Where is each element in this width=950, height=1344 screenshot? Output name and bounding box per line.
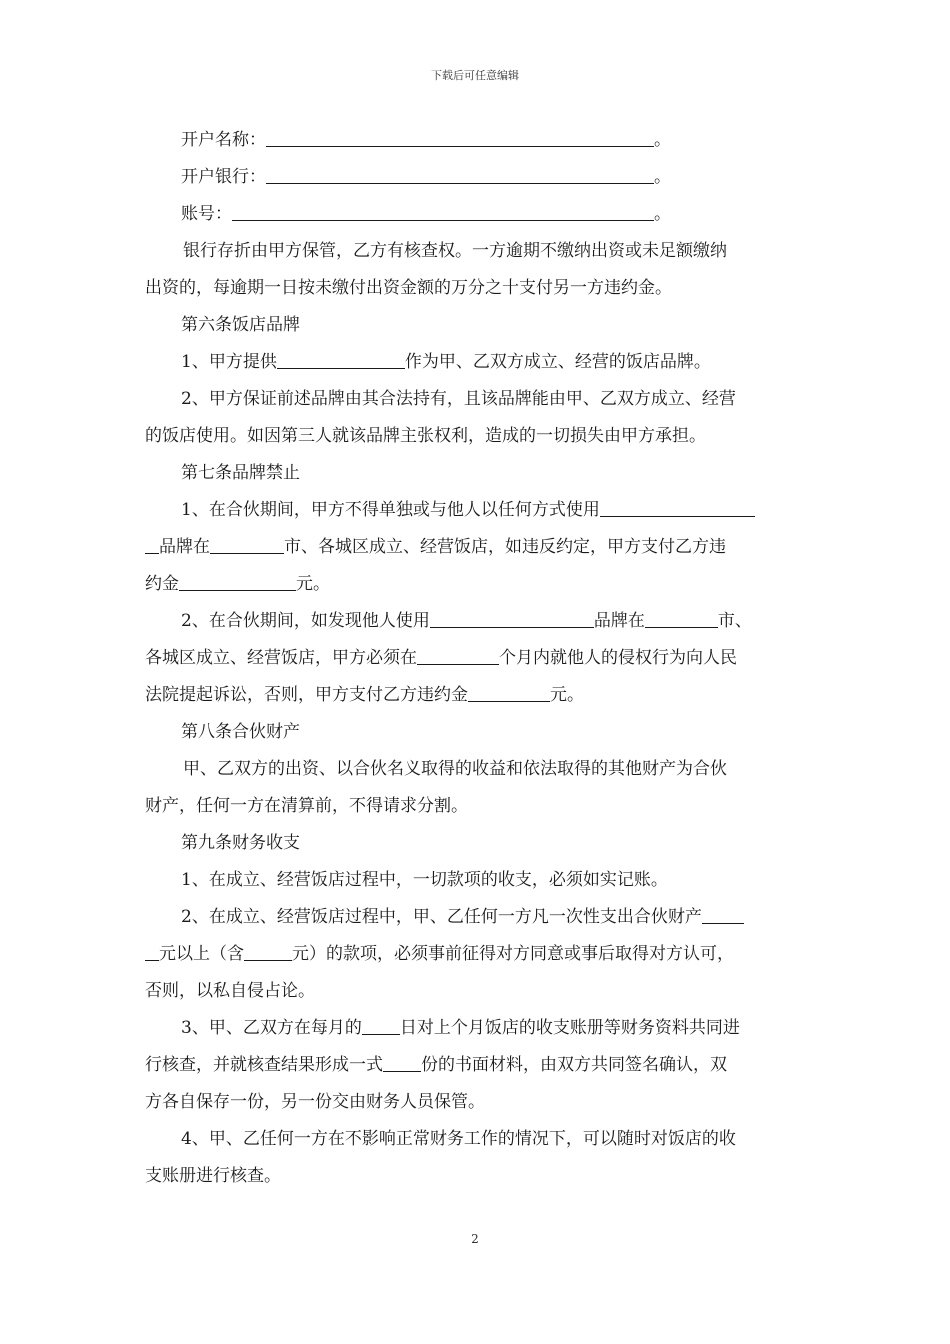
paragraph-line — [145, 677, 809, 714]
brand-blank — [430, 613, 594, 628]
section-heading: 第六条饭店品牌 — [181, 315, 300, 335]
city-blank — [210, 539, 284, 554]
paragraph-line: 否则，以私自侵占论。 — [145, 981, 315, 1001]
amount-blank — [145, 946, 159, 961]
document-body — [145, 122, 809, 1195]
paragraph-line: 2、甲方保证前述品牌由其合法持有，且该品牌能由甲、乙双方成立、经营 — [181, 389, 736, 409]
account-name-label: 开户名称： — [181, 130, 266, 150]
brand-blank — [145, 539, 159, 554]
account-number-blank — [232, 206, 654, 221]
text-segment: 各城区成立、经营饭店，甲方必须在 — [145, 648, 417, 668]
paragraph-line — [145, 492, 809, 529]
paragraph-line — [145, 1047, 809, 1084]
text-segment: 行核查，并就核查结果形成一式 — [145, 1055, 383, 1075]
brand-blank — [277, 354, 405, 369]
paragraph-line: 4、甲、乙任何一方在不影响正常财务工作的情况下，可以随时对饭店的收 — [181, 1129, 736, 1149]
text-segment: 元。 — [296, 574, 330, 594]
paragraph-line — [145, 603, 809, 640]
text-segment: 品牌在 — [593, 611, 645, 631]
account-name-blank — [266, 132, 654, 147]
paragraph-line — [145, 936, 809, 973]
page-number: 2 — [471, 1232, 479, 1246]
text-segment: 约金 — [145, 574, 179, 594]
text-segment: 元）的款项，必须事前征得对方同意或事后取得对方认可， — [292, 944, 734, 964]
text-segment: 日对上个月饭店的收支账册等财务资料共同进 — [399, 1018, 740, 1038]
account-number-line — [145, 196, 809, 233]
paragraph-line: 1、在成立、经营饭店过程中，一切款项的收支，必须如实记账。 — [181, 870, 668, 890]
text-segment: 元以上（含 — [159, 944, 244, 964]
period: 。 — [654, 167, 671, 187]
paragraph-line — [145, 566, 809, 603]
paragraph-line: 的饭店使用。如因第三人就该品牌主张权利，造成的一切损失由甲方承担。 — [145, 426, 706, 446]
amount-blank — [244, 946, 292, 961]
paragraph-line — [145, 344, 809, 381]
text-segment: 2、在成立、经营饭店过程中，甲、乙任何一方凡一次性支出合伙财产 — [181, 907, 702, 927]
section-heading: 第七条品牌禁止 — [181, 463, 300, 483]
amount-blank — [468, 687, 550, 702]
brand-blank — [600, 502, 755, 517]
paragraph-line — [145, 529, 809, 566]
months-blank — [417, 650, 499, 665]
text-segment: 法院提起诉讼，否则，甲方支付乙方违约金 — [145, 685, 468, 705]
text-segment: 2、在合伙期间，如发现他人使用 — [181, 611, 430, 631]
paragraph-line: 银行存折由甲方保管，乙方有核查权。一方逾期不缴纳出资或未足额缴纳 — [183, 241, 727, 261]
section-heading: 第八条合伙财产 — [181, 722, 300, 742]
text-segment: 份的书面材料，由双方共同签名确认，双 — [421, 1055, 727, 1075]
account-name-line — [145, 122, 809, 159]
period: 。 — [654, 130, 671, 150]
text-segment: 市、 — [717, 611, 752, 631]
amount-blank — [702, 909, 744, 924]
text-segment: 1、甲方提供 — [181, 352, 277, 372]
section-heading: 第九条财务收支 — [181, 833, 300, 853]
paragraph-line: 出资的，每逾期一日按未缴付出资金额的万分之十支付另一方违约金。 — [145, 278, 672, 298]
text-segment: 元。 — [550, 685, 584, 705]
paragraph-line: 方各自保存一份，另一份交由财务人员保管。 — [145, 1092, 485, 1112]
text-segment: 作为甲、乙双方成立、经营的饭店品牌。 — [404, 352, 711, 372]
bank-blank — [266, 169, 654, 184]
account-number-label: 账号： — [181, 204, 232, 224]
city-blank — [645, 613, 718, 628]
amount-blank — [179, 576, 296, 591]
period: 。 — [654, 204, 671, 224]
page-header: 下载后可任意编辑 — [431, 69, 519, 82]
paragraph-line — [145, 899, 809, 936]
bank-line — [145, 159, 809, 196]
paragraph-line: 甲、乙双方的出资、以合伙名义取得的收益和依法取得的其他财产为合伙 — [183, 759, 727, 779]
paragraph-line: 支账册进行核查。 — [145, 1166, 281, 1186]
paragraph-line: 财产，任何一方在清算前，不得请求分割。 — [145, 796, 468, 816]
paragraph-line — [145, 1010, 809, 1047]
text-segment: 市、各城区成立、经营饭店，如违反约定，甲方支付乙方违 — [284, 537, 726, 557]
text-segment: 3、甲、乙双方在每月的 — [181, 1018, 362, 1038]
bank-label: 开户银行： — [181, 167, 266, 187]
text-segment: 个月内就他人的侵权行为向人民 — [499, 648, 737, 668]
day-blank — [362, 1020, 400, 1035]
text-segment: 1、在合伙期间，甲方不得单独或与他人以任何方式使用 — [181, 500, 600, 520]
paragraph-line — [145, 640, 809, 677]
text-segment: 品牌在 — [159, 537, 210, 557]
copies-blank — [383, 1057, 421, 1072]
